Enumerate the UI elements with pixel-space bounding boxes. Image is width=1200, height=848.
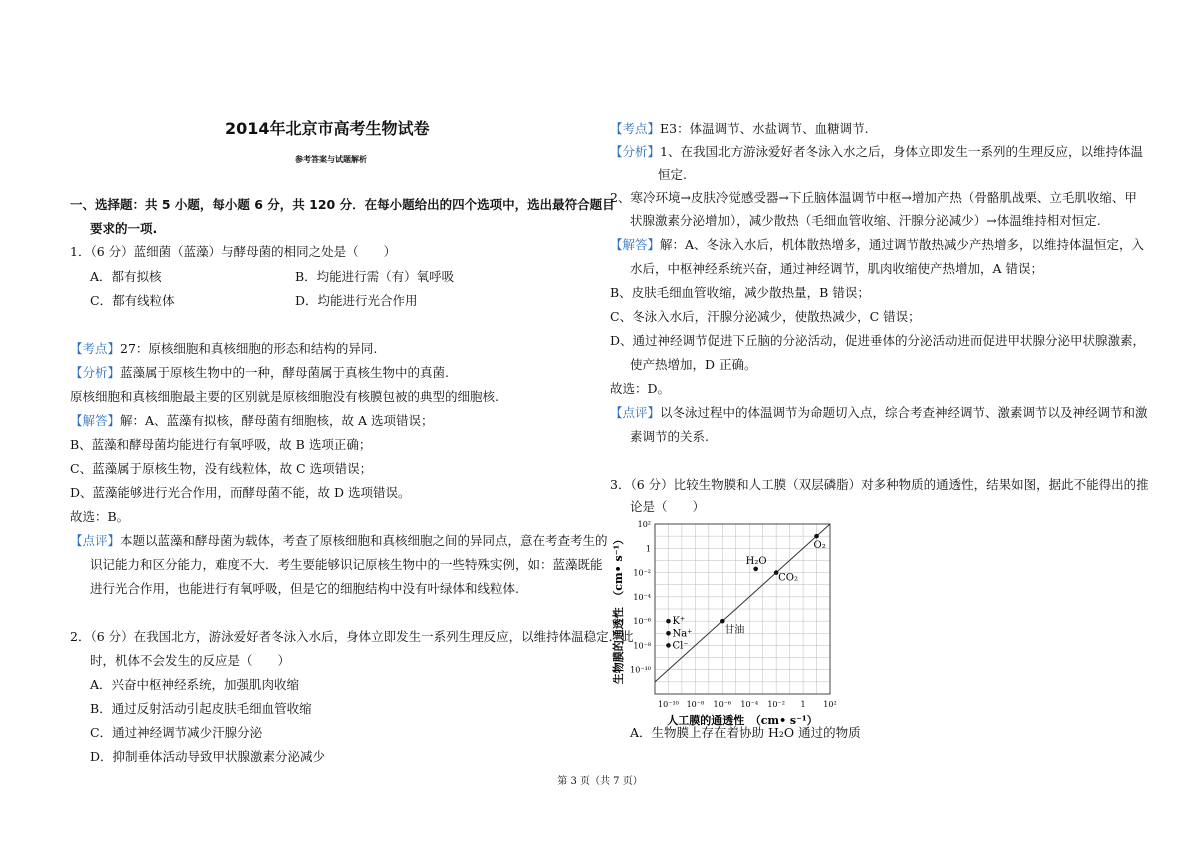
q1-answer: 故选：B。 bbox=[70, 509, 130, 524]
q2-answer: 故选：D。 bbox=[610, 381, 671, 396]
y-axis-label: 生物膜的通透性 （cm• s⁻¹） bbox=[612, 533, 625, 685]
q2-option-a: A．兴奋中枢神经系统，加强肌肉收缩 bbox=[90, 677, 300, 692]
q1-jieda-text4: D、蓝藻能够进行光合作用，而酵母菌不能，故 D 选项错误。 bbox=[70, 485, 411, 500]
q2-fenxi-text3: 2、寒冷环境→皮肤冷觉感受器→下丘脑体温调节中枢→增加产热（骨骼肌战栗、立毛肌收缩、甲 bbox=[610, 190, 1137, 205]
y-tick-label: 10² bbox=[637, 520, 651, 529]
q2-option-d: D．抑制垂体活动导致甲状腺激素分泌减少 bbox=[90, 749, 326, 764]
x-tick-label: 10⁻⁴ bbox=[740, 700, 759, 709]
q1-jieda bbox=[70, 412, 434, 430]
q2-fenxi-text1: 1、在我国北方游泳爱好者冬泳入水之后，身体立即发生一系列的生理反应，以维持体温 bbox=[660, 144, 1143, 159]
q2-kaodian bbox=[610, 120, 869, 138]
q1-jieda-text1: 解：A、蓝藻有拟核，酵母菌有细胞核，故 A 选项错误； bbox=[120, 413, 434, 428]
q1-dianping-text2: 识记能力和区分能力，难度不大．考生要能够识记原核生物中的一些特殊实例，如：蓝藻既能 bbox=[90, 557, 603, 572]
chart-grid bbox=[655, 524, 830, 694]
section-heading-line2: 要求的一项. bbox=[90, 221, 158, 236]
q1-option-d: D．均能进行光合作用 bbox=[295, 293, 418, 308]
q2-jieda-text4: C、冬泳入水后，汗腺分泌减少，使散热减少，C 错误； bbox=[610, 309, 921, 324]
q2-jieda-text3: B、皮肤毛细血管收缩，减少散热量，B 错误； bbox=[610, 285, 870, 300]
q2-stem-line1: 2．（6 分）在我国北方，游泳爱好者冬泳入水后，身体立即发生一系列生理反应，以维持体温稳定．此 bbox=[70, 629, 634, 644]
y-tick-labels bbox=[630, 520, 651, 675]
data-point bbox=[666, 631, 671, 636]
q2-jieda-text2: 水后，中枢神经系统兴奋，通过神经调节，肌肉收缩使产热增加，A 错误； bbox=[630, 261, 1044, 276]
data-point bbox=[720, 619, 725, 624]
x-tick-labels bbox=[658, 700, 837, 709]
x-tick-label: 10² bbox=[823, 700, 837, 709]
q1-dianping bbox=[70, 532, 608, 550]
jieda-tag: 【解答】 bbox=[610, 237, 661, 252]
data-point bbox=[814, 534, 819, 539]
data-point-label: CO₂ bbox=[778, 572, 799, 584]
y-tick-label: 10⁻⁶ bbox=[633, 617, 651, 627]
q1-dianping-text3: 进行光合作用，也能进行有氧呼吸，但是它的细胞结构中没有叶绿体和线粒体. bbox=[90, 581, 519, 596]
q2-kaodian-text: E3：体温调节、水盐调节、血糖调节. bbox=[660, 121, 869, 136]
page-subtitle: 参考答案与试题解析 bbox=[295, 155, 367, 164]
section-heading-line1: 一、选择题：共 5 小题，每小题 6 分，共 120 分．在每小题给出的四个选项中，选出最符合题目 bbox=[70, 197, 615, 212]
fenxi-tag: 【分析】 bbox=[610, 144, 661, 159]
q2-fenxi-text4: 状腺激素分泌增加），减少散热（毛细血管收缩、汗腺分泌减少）→体温维持相对恒定. bbox=[630, 213, 1101, 228]
data-point-label: O₂ bbox=[813, 540, 826, 552]
data-point-label: 甘油 bbox=[724, 625, 745, 637]
q1-kaodian bbox=[70, 340, 377, 358]
q1-jieda-text2: B、蓝藻和酵母菌均能进行有氧呼吸，故 B 选项正确； bbox=[70, 437, 372, 452]
q1-kaodian-text: 27：原核细胞和真核细胞的形态和结构的异同. bbox=[120, 341, 378, 356]
data-point bbox=[666, 643, 671, 648]
q2-jieda bbox=[610, 236, 1144, 254]
q2-stem-line2: 时，机体不会发生的反应是（ ） bbox=[90, 653, 291, 668]
q1-fenxi-text2: 原核细胞和真核细胞最主要的区别就是原核细胞没有核膜包被的典型的细胞核. bbox=[70, 389, 499, 404]
q3-option-a: A．生物膜上存在着协助 H₂O 通过的物质 bbox=[630, 725, 861, 740]
permeability-scatter-chart bbox=[610, 512, 850, 730]
x-tick-label: 10⁻¹⁰ bbox=[658, 700, 679, 709]
x-tick-label: 10⁻⁸ bbox=[686, 700, 705, 709]
dianping-tag: 【点评】 bbox=[610, 405, 661, 420]
data-point-label: K⁺ bbox=[672, 616, 686, 628]
data-point-label: Cl⁻ bbox=[672, 640, 689, 652]
y-tick-label: 10⁻² bbox=[633, 568, 651, 578]
q2-jieda-text6: 使产热增加，D 正确。 bbox=[630, 357, 757, 372]
x-tick-label: 10⁻² bbox=[767, 700, 785, 709]
q2-dianping bbox=[610, 404, 1148, 422]
diagonal-line bbox=[655, 524, 830, 682]
q1-option-a: A．都有拟核 bbox=[90, 269, 162, 284]
q2-jieda-text5: D、通过神经调节促进下丘脑的分泌活动，促进垂体的分泌活动进而促进甲状腺分泌甲状腺激素， bbox=[610, 333, 1146, 348]
data-point-label: H₂O bbox=[745, 555, 767, 567]
kaodian-tag: 【考点】 bbox=[610, 121, 661, 136]
y-tick-label: 10⁻⁸ bbox=[633, 641, 651, 651]
q2-jieda-text1: 解：A、冬泳入水后，机体散热增多，通过调节散热减少产热增多，以维持体温恒定，入 bbox=[660, 237, 1145, 252]
data-point bbox=[666, 619, 671, 624]
q2-dianping-text1: 以冬泳过程中的体温调节为命题切入点，综合考查神经调节、激素调节以及神经调节和激 bbox=[660, 405, 1148, 420]
q2-fenxi bbox=[610, 143, 1143, 161]
q2-fenxi-text2: 恒定. bbox=[658, 167, 687, 182]
q1-fenxi-text1: 蓝藻属于原核生物中的一种，酵母菌属于真核生物中的真菌. bbox=[120, 365, 449, 380]
x-axis-label: 人工膜的通透性 （cm• s⁻¹） bbox=[667, 714, 818, 727]
page-footer: 第 3 页（共 7 页） bbox=[557, 776, 643, 787]
fenxi-tag: 【分析】 bbox=[70, 365, 121, 380]
y-tick-label: 1 bbox=[645, 544, 651, 554]
x-tick-label: 1 bbox=[800, 700, 806, 709]
q1-fenxi bbox=[70, 364, 449, 382]
q1-option-b: B．均能进行需（有）氧呼吸 bbox=[295, 269, 455, 284]
q1-dianping-text1: 本题以蓝藻和酵母菌为载体，考查了原核细胞和真核细胞之间的异同点，意在考查考生的 bbox=[120, 533, 608, 548]
q1-stem: 1．（6 分）蓝细菌（蓝藻）与酵母菌的相同之处是（ ） bbox=[70, 244, 397, 259]
q1-option-c: C．都有线粒体 bbox=[90, 293, 175, 308]
data-point-label: Na⁺ bbox=[672, 628, 693, 640]
q3-stem-line1: 3．（6 分）比较生物膜和人工膜（双层磷脂）对多种物质的通透性，结果如图，据此不能得出的推 bbox=[610, 477, 1149, 492]
y-tick-label: 10⁻⁴ bbox=[633, 592, 651, 602]
q1-jieda-text3: C、蓝藻属于原核生物，没有线粒体，故 C 选项错误； bbox=[70, 461, 373, 476]
q2-option-b: B．通过反射活动引起皮肤毛细血管收缩 bbox=[90, 701, 312, 716]
q2-option-c: C．通过神经调节减少汗腺分泌 bbox=[90, 725, 263, 740]
data-point bbox=[753, 567, 758, 572]
dianping-tag: 【点评】 bbox=[70, 533, 121, 548]
data-points bbox=[666, 534, 826, 652]
jieda-tag: 【解答】 bbox=[70, 413, 121, 428]
y-tick-label: 10⁻¹⁰ bbox=[630, 665, 651, 675]
q3-stem-line2: 论是（ ） bbox=[630, 499, 706, 514]
kaodian-tag: 【考点】 bbox=[70, 341, 121, 356]
q2-dianping-text2: 素调节的关系. bbox=[630, 429, 709, 444]
x-tick-label: 10⁻⁶ bbox=[713, 700, 732, 709]
page-title: 2014年北京市高考生物试卷 bbox=[225, 119, 430, 138]
